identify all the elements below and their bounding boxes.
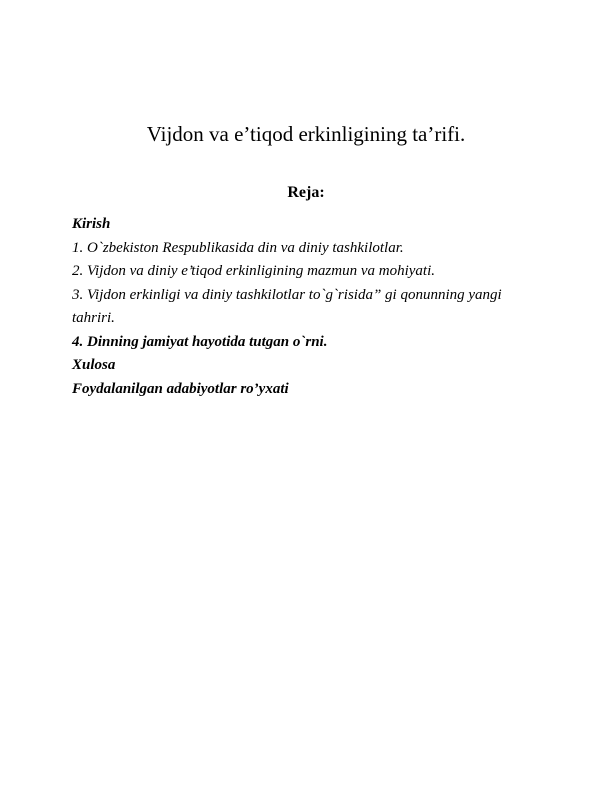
plan-item-1: 1. O`zbekiston Respublikasida din va diniy tashkilotlar. (72, 239, 404, 256)
plan-item-conclusion: Xulosa (72, 357, 116, 373)
plan-item-4: 4. Dinning jamiyat hayotida tutgan o`rni. (72, 333, 328, 350)
plan-list (72, 213, 547, 401)
document-title: Vijdon va e’tiqod erkinligining ta’rifi. (146, 122, 466, 146)
plan-item-2: 2. Vijdon va diniy e’tiqod erkinligining mazmun va mohiyati. (72, 263, 436, 279)
plan-item-3: 3. Vijdon erkinligi va diniy tashkilotlar to`g`risida” gi qonunning yangi tahriri. (72, 286, 502, 326)
plan-item-references: Foydalanilgan adabiyotlar ro’yxati (72, 380, 289, 397)
plan-heading: Reja: (287, 184, 325, 201)
plan-item-intro: Kirish (72, 216, 111, 232)
